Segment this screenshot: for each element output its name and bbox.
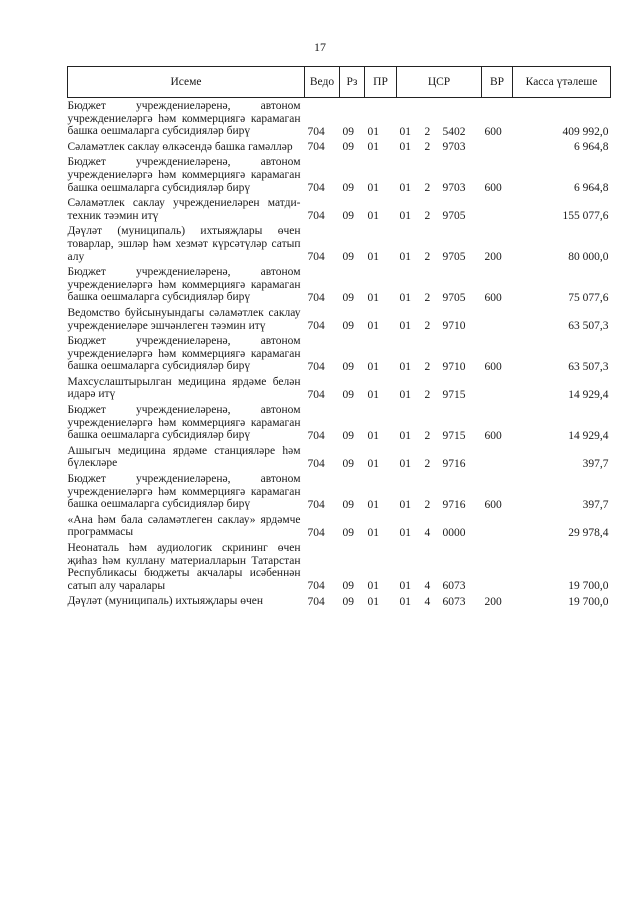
row-rz: 09 (342, 181, 354, 194)
row-csr-part1: 01 (399, 457, 411, 470)
row-csr-part1: 01 (399, 388, 411, 401)
header-sum: Касса үтәлеше (513, 67, 611, 98)
row-vr: 200 (484, 595, 502, 608)
row-rz: 09 (342, 580, 354, 593)
table-row (68, 593, 611, 609)
row-sum: 75 077,6 (568, 291, 609, 304)
table-row (68, 223, 611, 264)
header-ved: Ведо (305, 67, 340, 98)
row-csr-part3: 9705 (442, 250, 466, 263)
row-ved: 704 (307, 595, 325, 608)
row-sum: 63 507,3 (568, 319, 609, 332)
row-csr-part1: 01 (399, 210, 411, 223)
table-row (68, 540, 611, 593)
row-csr-part2: 4 (424, 526, 431, 539)
row-pr: 01 (367, 457, 379, 470)
row-pr: 01 (367, 429, 379, 442)
row-ved: 704 (307, 498, 325, 511)
row-vr (482, 443, 513, 471)
row-rz: 09 (342, 457, 354, 470)
row-name: Бюджет учреждениеләренә, автоном учреждениеләргә һәм коммерциягә карамаган башка оешмаларга субсидияләр бирү (67, 266, 301, 304)
row-csr-part3: 9703 (442, 181, 466, 194)
table-row (68, 264, 611, 305)
row-vr (482, 540, 513, 593)
row-rz: 09 (342, 526, 354, 539)
row-pr: 01 (367, 181, 379, 194)
row-name: Махсуслаштырылган медицина ярдәме белән идарә итү (67, 375, 301, 401)
table-row (68, 471, 611, 512)
row-rz: 09 (342, 141, 354, 154)
row-name: Дәүләт (муниципаль) ихтыяҗлары өчен (67, 595, 264, 608)
row-vr (482, 374, 513, 402)
row-vr: 200 (484, 250, 502, 263)
row-vr: 600 (484, 498, 502, 511)
row-csr-part2: 2 (424, 125, 431, 138)
row-sum: 14 929,4 (568, 429, 609, 442)
row-pr: 01 (367, 125, 379, 138)
row-pr: 01 (367, 580, 379, 593)
row-csr-part3: 9716 (442, 457, 466, 470)
row-ved: 704 (307, 291, 325, 304)
row-csr-part3: 9710 (442, 319, 466, 332)
row-pr: 01 (367, 141, 379, 154)
table-row (68, 154, 611, 195)
row-csr-part3: 9703 (442, 141, 466, 154)
row-rz: 09 (342, 429, 354, 442)
row-csr-part1: 01 (399, 429, 411, 442)
header-pr: ПР (365, 67, 397, 98)
row-vr: 600 (484, 360, 502, 373)
header-name: Исеме (68, 67, 305, 98)
table-row (68, 305, 611, 333)
row-csr-part1: 01 (399, 580, 411, 593)
row-csr-part2: 4 (424, 580, 431, 593)
row-csr-part1: 01 (399, 141, 411, 154)
row-name: «Ана һәм бала сәламәтлеген саклау» ярдәмче программасы (67, 513, 301, 539)
row-ved: 704 (307, 319, 325, 332)
row-vr: 600 (484, 125, 502, 138)
row-csr-part2: 2 (424, 250, 431, 263)
row-pr: 01 (367, 388, 379, 401)
row-vr: 600 (484, 291, 502, 304)
row-sum: 409 992,0 (562, 125, 609, 138)
budget-table (67, 66, 611, 609)
row-pr: 01 (367, 319, 379, 332)
row-csr-part3: 9710 (442, 360, 466, 373)
row-name: Неонаталь һәм аудиологик скрининг өчен җиһаз һәм куллану материалларын Татарстан Республикасы бюджеты акчалары исәбеннән сатып алу чаралары (67, 542, 301, 592)
row-sum: 80 000,0 (568, 250, 609, 263)
row-sum: 14 929,4 (568, 388, 609, 401)
row-sum: 397,7 (582, 498, 609, 511)
row-csr-part2: 4 (424, 595, 431, 608)
row-csr-part2: 2 (424, 210, 431, 223)
table-row (68, 402, 611, 443)
row-csr-part2: 2 (424, 141, 431, 154)
row-csr-part1: 01 (399, 125, 411, 138)
row-csr-part2: 2 (424, 291, 431, 304)
row-csr-part1: 01 (399, 498, 411, 511)
row-pr: 01 (367, 210, 379, 223)
table-row (68, 333, 611, 374)
row-pr: 01 (367, 360, 379, 373)
row-ved: 704 (307, 250, 325, 263)
row-name: Бюджет учреждениеләренә, автоном учреждениеләргә һәм коммерциягә карамаган башка оешмаларга субсидияләр бирү (67, 404, 301, 442)
row-sum: 29 978,4 (568, 526, 609, 539)
row-csr-part2: 2 (424, 457, 431, 470)
row-csr-part2: 2 (424, 360, 431, 373)
row-ved: 704 (307, 526, 325, 539)
table-row (68, 195, 611, 223)
row-rz: 09 (342, 125, 354, 138)
row-rz: 09 (342, 388, 354, 401)
row-vr (482, 139, 513, 155)
row-pr: 01 (367, 526, 379, 539)
row-csr-part2: 2 (424, 388, 431, 401)
row-sum: 397,7 (582, 457, 609, 470)
row-csr-part1: 01 (399, 291, 411, 304)
row-name: Бюджет учреждениеләренә, автоном учреждениеләргә һәм коммерциягә карамаган башка оешмаларга субсидияләр бирү (67, 100, 301, 138)
header-rz: Рз (340, 67, 365, 98)
table-header-row (68, 67, 611, 98)
row-name: Ведомство буйсынуындагы сәламәтлек саклау учреждениеләре эшчәнлеген тәэмин итү (67, 306, 301, 332)
row-pr: 01 (367, 595, 379, 608)
row-csr-part2: 2 (424, 319, 431, 332)
table-row (68, 512, 611, 540)
row-csr-part2: 2 (424, 498, 431, 511)
row-vr (482, 512, 513, 540)
row-vr: 600 (484, 181, 502, 194)
row-csr-part3: 9705 (442, 291, 466, 304)
row-pr: 01 (367, 498, 379, 511)
row-name: Сәламәтлек саклау өлкәсендә башка гамәлләр (67, 140, 293, 153)
row-pr: 01 (367, 250, 379, 263)
row-rz: 09 (342, 250, 354, 263)
row-vr (482, 305, 513, 333)
header-csr: ЦСР (397, 67, 482, 98)
row-name: Бюджет учреждениеләренә, автоном учреждениеләргә һәм коммерциягә карамаган башка оешмаларга субсидияләр бирү (67, 156, 301, 194)
row-name: Бюджет учреждениеләренә, автоном учреждениеләргә һәм коммерциягә карамаган башка оешмаларга субсидияләр бирү (67, 473, 301, 511)
row-rz: 09 (342, 595, 354, 608)
row-rz: 09 (342, 319, 354, 332)
row-ved: 704 (307, 580, 325, 593)
row-vr (482, 195, 513, 223)
table-row (68, 443, 611, 471)
row-name: Дәүләт (муниципаль) ихтыяҗлары өчен товарлар, эшләр һәм хезмәт күрсәтүләр сатып алу (67, 225, 301, 263)
row-sum: 6 964,8 (574, 141, 609, 154)
row-csr-part3: 9716 (442, 498, 466, 511)
row-ved: 704 (307, 141, 325, 154)
row-sum: 19 700,0 (568, 595, 609, 608)
row-csr-part2: 2 (424, 429, 431, 442)
row-csr-part3: 6073 (442, 595, 466, 608)
row-ved: 704 (307, 429, 325, 442)
row-csr-part3: 9705 (442, 210, 466, 223)
row-ved: 704 (307, 210, 325, 223)
row-ved: 704 (307, 457, 325, 470)
row-name: Ашыгыч медицина ярдәме станцияләре һәм бүлекләре (67, 444, 301, 470)
page-number: 17 (314, 40, 326, 54)
row-sum: 6 964,8 (574, 181, 609, 194)
row-rz: 09 (342, 291, 354, 304)
row-name: Бюджет учреждениеләренә, автоном учреждениеләргә һәм коммерциягә карамаган башка оешмаларга субсидияләр бирү (67, 335, 301, 373)
header-vr: ВР (482, 67, 513, 98)
row-csr-part1: 01 (399, 250, 411, 263)
row-csr-part1: 01 (399, 526, 411, 539)
row-rz: 09 (342, 360, 354, 373)
row-csr-part3: 9715 (442, 388, 466, 401)
row-rz: 09 (342, 210, 354, 223)
row-sum: 155 077,6 (562, 210, 609, 223)
row-sum: 19 700,0 (568, 580, 609, 593)
row-sum: 63 507,3 (568, 360, 609, 373)
row-ved: 704 (307, 388, 325, 401)
row-csr-part1: 01 (399, 181, 411, 194)
table-row (68, 374, 611, 402)
row-csr-part1: 01 (399, 360, 411, 373)
row-pr: 01 (367, 291, 379, 304)
table-row (68, 98, 611, 139)
row-ved: 704 (307, 181, 325, 194)
row-csr-part3: 5402 (442, 125, 466, 138)
row-csr-part3: 0000 (442, 526, 466, 539)
table-row (68, 139, 611, 155)
row-rz: 09 (342, 498, 354, 511)
row-vr: 600 (484, 429, 502, 442)
row-ved: 704 (307, 360, 325, 373)
row-ved: 704 (307, 125, 325, 138)
row-csr-part2: 2 (424, 181, 431, 194)
row-csr-part3: 9715 (442, 429, 466, 442)
row-csr-part3: 6073 (442, 580, 466, 593)
row-name: Сәламәтлек саклау учреждениеләрен матди-техник тәэмин итү (67, 197, 301, 222)
row-csr-part1: 01 (399, 595, 411, 608)
row-csr-part1: 01 (399, 319, 411, 332)
